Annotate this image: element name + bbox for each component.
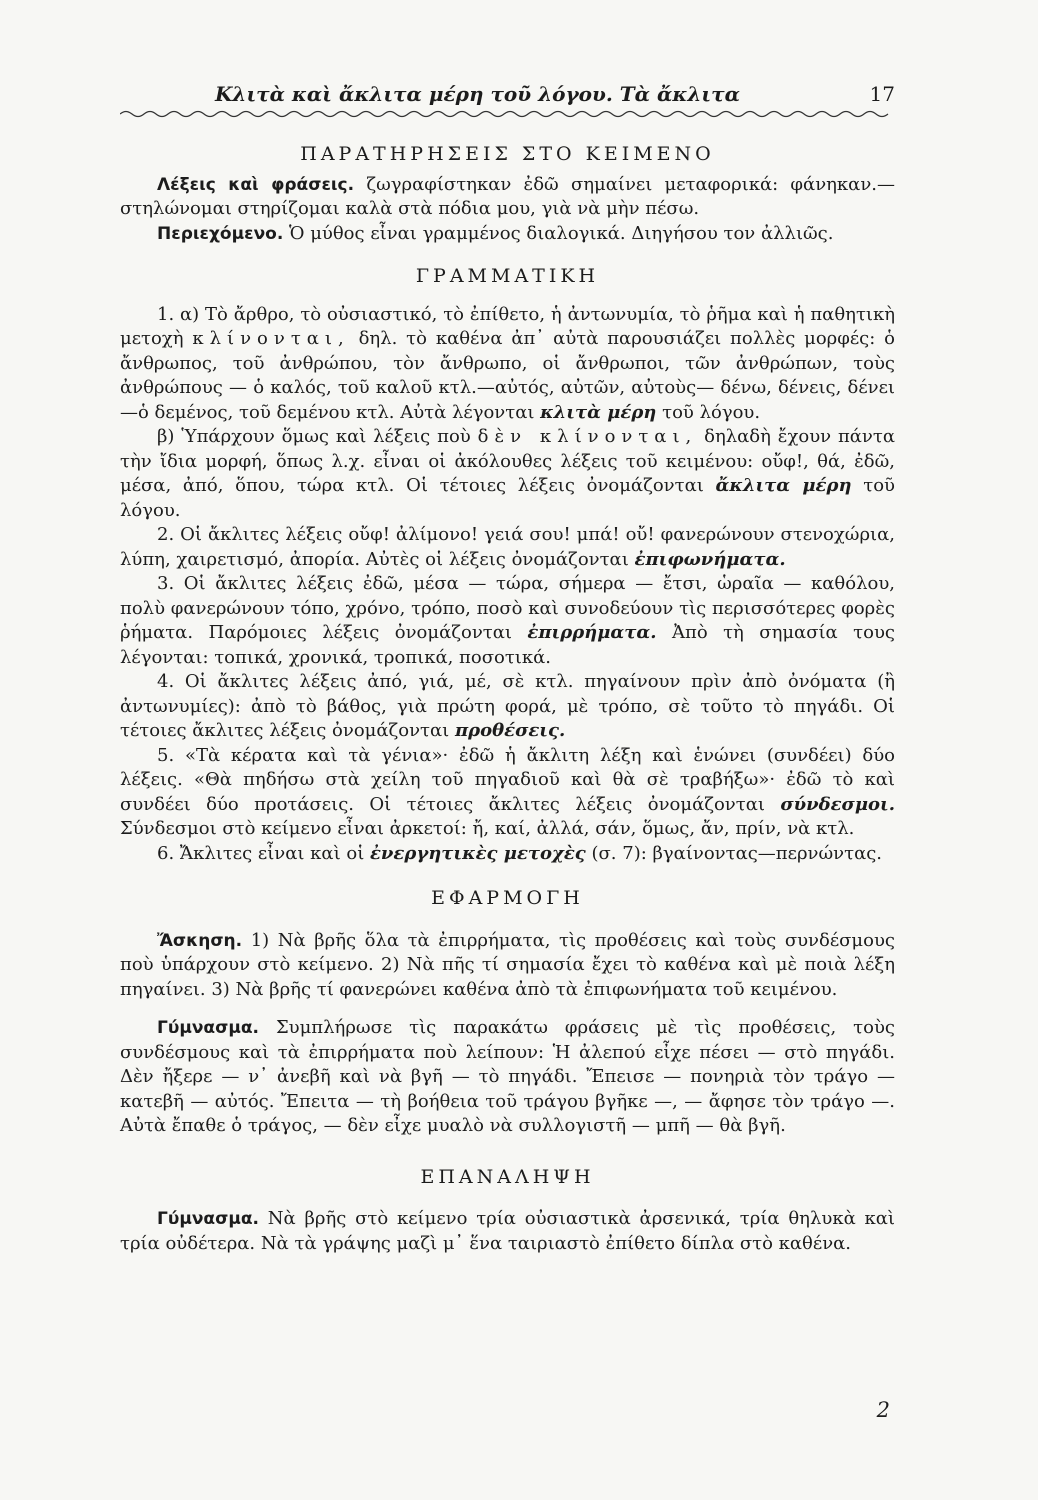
- grammar-text: τοῦ λόγου.: [662, 401, 761, 423]
- grammar-spaced-term: κλίνονται,: [192, 328, 350, 349]
- grammar-term-adverbs: ἐπιρρήματα.: [527, 622, 657, 643]
- notes-words-text: ζωγραφίστηκαν ἐδῶ σημαίνει μεταφορικά: φάνηκαν.—στηλώνομαι στηρίζομαι καλὰ στὰ πόδια μου, γιὰ νὰ μὴν πέσω.: [120, 173, 895, 219]
- page-number: 17: [869, 82, 895, 106]
- grammar-paragraph-6: [120, 842, 895, 867]
- grammar-term-interjections: ἐπιφωνήματα.: [634, 548, 786, 570]
- notes-words-label: Λέξεις καὶ φράσεις.: [157, 174, 355, 195]
- grammar-text: Ἀπὸ τὴ σημασία τους λέγονται: τοπικά, χρονικά, τροπικά, ποσοτικά.: [120, 622, 895, 668]
- grammar-text: 6. Ἄκλιτες εἶναι καὶ οἱ: [157, 842, 365, 864]
- grammar-term-conjunctions: σύνδεσμοι.: [780, 793, 895, 815]
- grammar-text: β) Ὑπάρχουν ὅμως καὶ λέξεις ποὺ: [157, 426, 471, 447]
- grammar-paragraph-1a: [120, 303, 895, 426]
- running-title: Κλιτὰ καὶ ἄκλιτα μέρη τοῦ λόγου. Τὰ ἄκλιτα: [215, 82, 740, 106]
- grammar-text: τοῦ λόγου.: [120, 475, 896, 521]
- grammar-paragraph-2: [120, 523, 895, 572]
- grammar-paragraph-4: [120, 670, 895, 744]
- notes-words-paragraph: [120, 173, 895, 222]
- grammar-term-indeclinable: ἄκλιτα μέρη: [715, 475, 852, 496]
- page-content: [120, 142, 895, 1256]
- application-exercise-text: 1) Νὰ βρῆς ὅλα τὰ ἐπιρρήματα, τὶς προθέσεις καὶ τοὺς συνδέσμους ποὺ ὑπάρχουν στὸ κείμενο. 2) Νὰ πῆς τί σημασία ἔχει τὸ καθένα καὶ μὲ ποιὰ λέξη πηγαίνει. 3) Νὰ βρῆς τί φανερώνει καθένα ἀπὸ τὰ ἐπιφωνήματα τοῦ κειμένου.: [120, 929, 895, 1000]
- section-title-application: ΕΦΑΡΜΟΓΗ: [431, 887, 584, 909]
- grammar-text: Σύνδεσμοι στὸ κείμενο εἶναι ἀρκετοί: ἤ, καί, ἀλλά, σάν, ὅμως, ἄν, πρίν, νὰ κτλ.: [120, 818, 855, 839]
- grammar-spaced-term: δὲν κλίνονται,: [477, 426, 698, 447]
- application-practice-paragraph: [120, 1016, 895, 1139]
- grammar-text: 1. α) Τὸ ἄρθρο, τὸ οὐσιαστικό, τὸ ἐπίθετο, ἡ ἀντωνυμία, τὸ ῥῆμα καὶ ἡ παθητικὴ μετοχὴ: [120, 303, 895, 349]
- grammar-term-prepositions: προθέσεις.: [454, 720, 566, 741]
- application-exercise-label: Ἄσκηση.: [157, 930, 243, 951]
- grammar-paragraph-5: [120, 744, 895, 842]
- application-practice-text: Συμπλήρωσε τὶς παρακάτω φράσεις μὲ τὶς προθέσεις, τοὺς συνδέσμους καὶ τὰ ἐπιρρήματα ποὺ λείπουν: Ἡ ἀλεπού εἶχε πέσει — στὸ πηγάδι. Δὲν ἤξερε — ν᾽ ἀνεβῆ καὶ νὰ βγῆ — τὸ πηγάδι. Ἔπεισε — πονηριὰ τὸν τράγο — κατεβῆ — αὐτός. Ἔπειτα — τὴ βοήθεια τοῦ τράγου βγῆκε —, — ἄφησε τὸν τράγο —. Αὐτὰ ἔπαθε ὁ τράγος, — δὲν εἶχε μυαλὸ νὰ συλλογιστῆ — μπῆ — θὰ βγῆ.: [120, 1017, 895, 1136]
- section-title-notes: ΠΑΡΑΤΗΡΗΣΕΙΣ ΣΤΟ ΚΕΙΜΕΝΟ: [300, 143, 715, 165]
- application-exercise-paragraph: [120, 929, 895, 1003]
- grammar-paragraph-3: [120, 572, 895, 670]
- grammar-text: δηλ. τὸ καθένα ἀπ᾽ αὐτὰ παρουσιάζει πολλὲς μορφές: ὁ ἄνθρωπος, τοῦ ἀνθρώπου, τὸν ἄνθρωπο, οἱ ἄνθρωποι, τῶν ἀνθρώπων, τοὺς ἀνθρώπους — ὁ καλός, τοῦ καλοῦ κτλ.—αὐτός, αὐτῶν, αὐτοὺς— δένω, δένεις, δένει—ὁ δεμένος, τοῦ δεμένου κτλ. Αὐτὰ λέγονται: [120, 328, 895, 423]
- grammar-term-participles: ἐνεργητικὲς μετοχὲς: [369, 842, 586, 864]
- grammar-text: (σ. 7): βγαίνοντας—περνώντας.: [591, 842, 883, 864]
- grammar-text: 2. Οἱ ἄκλιτες λέξεις οὔφ! ἀλίμονο! γειά σου! μπά! οὔ! φανερώνουν στενοχώρια, λύπη, χαιρετισμό, ἀπορία. Αὐτὲς οἱ λέξεις ὀνομάζονται: [120, 524, 895, 570]
- review-practice-paragraph: [120, 1207, 895, 1256]
- spacer: [120, 1002, 895, 1016]
- grammar-text: 5. «Τὰ κέρατα καὶ τὰ γένια»· ἐδῶ ἡ ἄκλιτη λέξη καὶ ἑνώνει (συνδέει) δύο λέξεις. «Θὰ πηδήσω στὰ χείλη τοῦ πηγαδιοῦ καὶ θὰ σὲ τραβήξω»· ἐδῶ τὸ καὶ συνδέει δύο προτάσεις. Οἱ τέτοιες ἄκλιτες λέξεις ὀνομάζονται: [120, 744, 895, 815]
- wavy-rule: [120, 108, 895, 120]
- review-practice-text: Νὰ βρῆς στὸ κείμενο τρία οὐσιαστικὰ ἀρσενικά, τρία θηλυκὰ καὶ τρία οὐδέτερα. Νὰ τὰ γράψης μαζὶ μ᾽ ἕνα ταιριαστὸ ἐπίθετο δίπλα στὸ καθένα.: [120, 1208, 895, 1254]
- application-practice-label: Γύμνασμα.: [157, 1018, 259, 1038]
- section-title-review: ΕΠΑΝΑΛΗΨΗ: [420, 1165, 595, 1188]
- grammar-text: δηλαδὴ ἔχουν πάντα τὴν ἴδια μορφή, ὅπως λ.χ. εἶναι οἱ ἀκόλουθες λέξεις τοῦ κειμένου: οὔφ!, θά, ἐδῶ, μέσα, ἀπό, ὅπου, τώρα κτλ. Οἱ τέτοιες λέξεις ὀνομάζονται: [120, 426, 895, 496]
- signature-mark: 2: [876, 1398, 890, 1422]
- grammar-paragraph-1b: [120, 425, 895, 523]
- grammar-term-declinable: κλιτὰ μέρη: [540, 401, 657, 423]
- notes-content-label: Περιεχόμενο.: [157, 223, 284, 244]
- grammar-text: 3. Οἱ ἄκλιτες λέξεις ἐδῶ, μέσα — τώρα, σήμερα — ἔτσι, ὡραῖα — καθόλου, πολὺ φανερώνουν τόπο, χρόνο, τρόπο, ποσὸ καὶ συνοδεύουν τὶς περισσότερες φορὲς ῥήματα. Παρόμοιες λέξεις ὀνομάζονται: [120, 573, 895, 643]
- notes-content-text: Ὁ μύθος εἶναι γραμμένος διαλογικά. Διηγήσου τον ἀλλιῶς.: [289, 222, 834, 244]
- section-title-grammar: ΓΡΑΜΜΑΤΙΚΗ: [415, 265, 600, 287]
- review-practice-label: Γύμνασμα.: [157, 1209, 259, 1229]
- notes-content-paragraph: [120, 222, 895, 247]
- grammar-text: 4. Οἱ ἄκλιτες λέξεις ἀπό, γιά, μέ, σὲ κτλ. πηγαίνουν πρὶν ἀπὸ ὀνόματα (ἢ ἀντωνυμίες): ἀπὸ τὸ βάθος, γιὰ πρώτη φορά, μὲ τρόπο, σὲ τοῦτο τὸ πηγάδι. Οἱ τέτοιες ἄκλιτες λέξεις ὀνομάζονται: [120, 671, 895, 741]
